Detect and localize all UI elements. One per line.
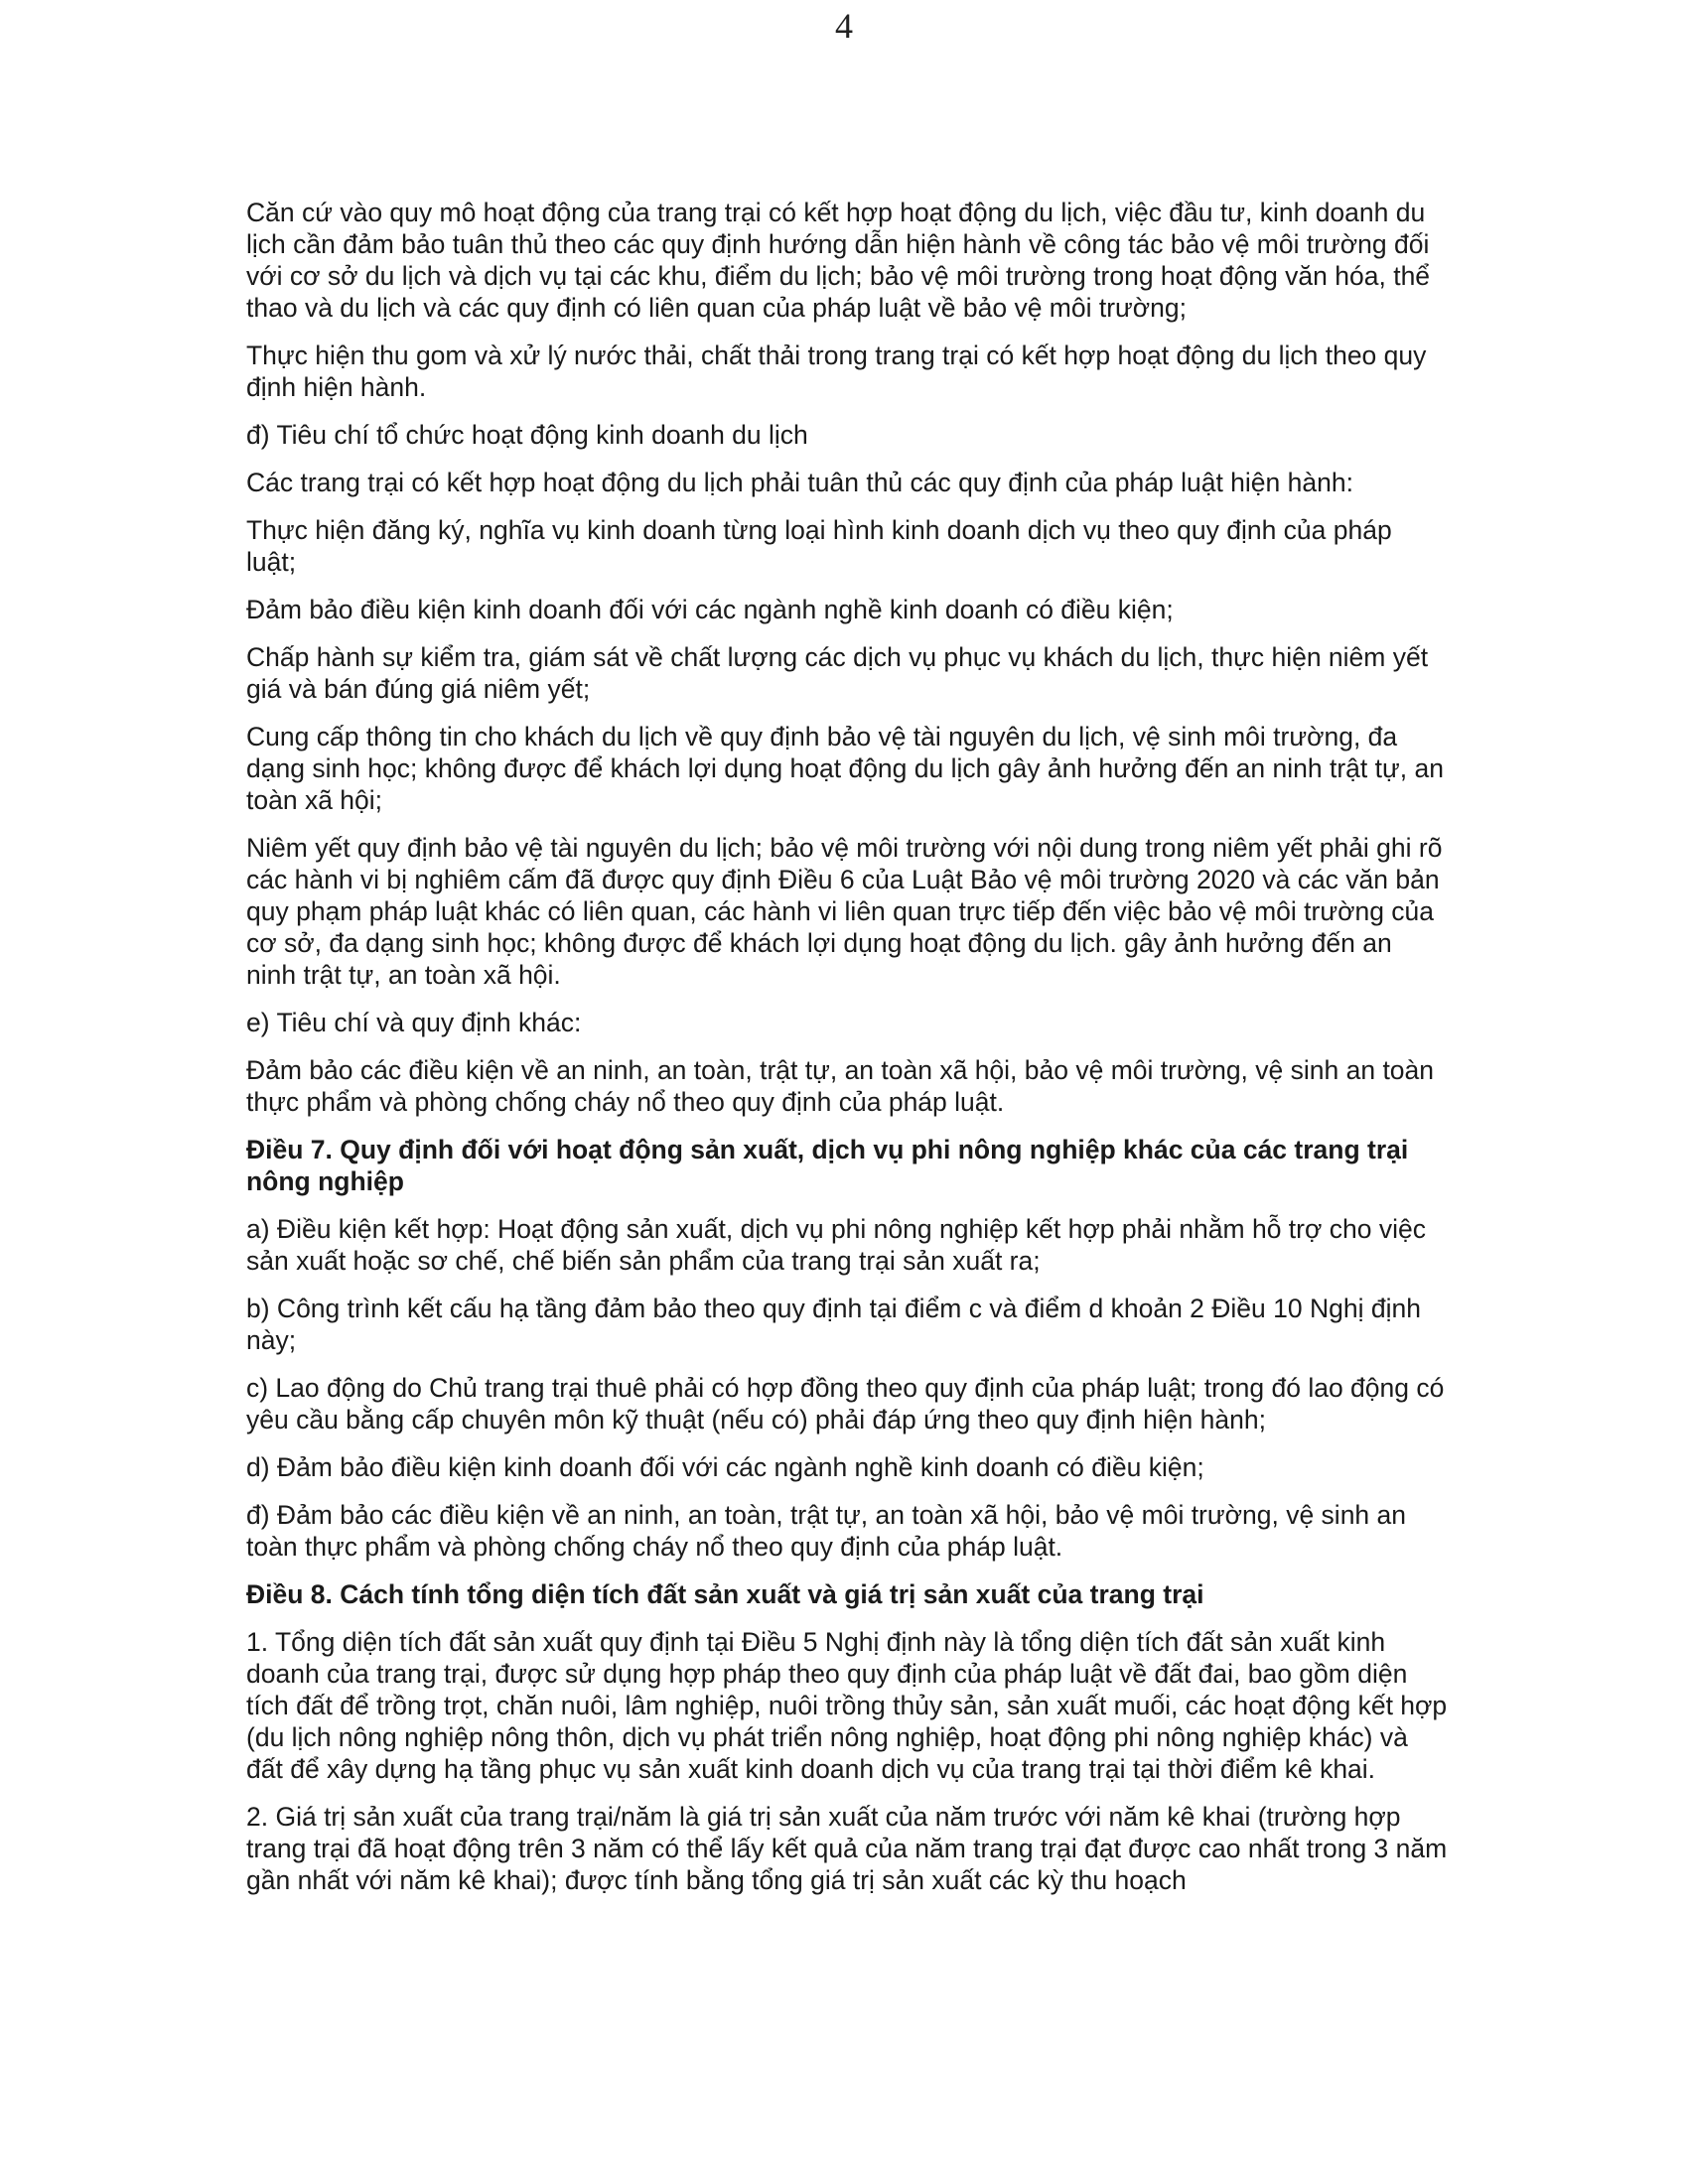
paragraph: Các trang trại có kết hợp hoạt động du lịch phải tuân thủ các quy định của pháp luật hiện hành: bbox=[246, 468, 1353, 497]
paragraph: 1. Tổng diện tích đất sản xuất quy định tại Điều 5 Nghị định này là tổng diện tích đất sản xuất kinh doanh của trang trại, được sử dụng hợp pháp theo quy định của pháp luật về đất đai, bao gồm diện tích đất để trồng trọt, chăn nuôi, lâm nghiệp, nuôi trồng thủy sản, sản xuất muối, các hoạt động kết hợp (du lịch nông nghiệp nông thôn, dịch vụ phát triển nông nghiệp, hoạt động phi nông nghiệp khác) và đất để xây dựng hạ tầng phục vụ sản xuất kinh doanh dịch vụ của trang trại tại thời điểm kê khai. bbox=[246, 1627, 1448, 1784]
paragraph: Căn cứ vào quy mô hoạt động của trang trại có kết hợp hoạt động du lịch, việc đầu tư, kinh doanh du lịch cần đảm bảo tuân thủ theo các quy định hướng dẫn hiện hành về công tác bảo vệ môi trường đối với cơ sở du lịch và dịch vụ tại các khu, điểm du lịch; bảo vệ môi trường trong hoạt động văn hóa, thể thao và du lịch và các quy định có liên quan của pháp luật về bảo vệ môi trường; bbox=[246, 198, 1431, 323]
paragraph: Cung cấp thông tin cho khách du lịch về quy định bảo vệ tài nguyên du lịch, vệ sinh môi trường, đa dạng sinh học; không được để khách lợi dụng hoạt động du lịch gây ảnh hưởng đến an ninh trật tự, an toàn xã hội; bbox=[246, 722, 1444, 815]
paragraph: c) Lao động do Chủ trang trại thuê phải có hợp đồng theo quy định của pháp luật; trong đó lao động có yêu cầu bằng cấp chuyên môn kỹ thuật (nếu có) phải đáp ứng theo quy định hiện hành; bbox=[246, 1373, 1445, 1434]
paragraph: Chấp hành sự kiểm tra, giám sát về chất lượng các dịch vụ phục vụ khách du lịch, thực hiện niêm yết giá và bán đúng giá niêm yết; bbox=[246, 642, 1429, 704]
document-body bbox=[246, 197, 1448, 1912]
paragraph: Niêm yết quy định bảo vệ tài nguyên du lịch; bảo vệ môi trường với nội dung trong niêm yết phải ghi rõ các hành vi bị nghiêm cấm đã được quy định Điều 6 của Luật Bảo vệ môi trường 2020 và các văn bản quy phạm pháp luật khác có liên quan, các hành vi liên quan trực tiếp đến việc bảo vệ môi trường của cơ sở, đa dạng sinh học; không được để khách lợi dụng hoạt động du lịch. gây ảnh hưởng đến an ninh trật tự, an toàn xã hội. bbox=[246, 833, 1443, 990]
paragraph: d) Đảm bảo điều kiện kinh doanh đối với các ngành nghề kinh doanh có điều kiện; bbox=[246, 1452, 1204, 1482]
paragraph: a) Điều kiện kết hợp: Hoạt động sản xuất, dịch vụ phi nông nghiệp kết hợp phải nhằm hỗ trợ cho việc sản xuất hoặc sơ chế, chế biến sản phẩm của trang trại sản xuất ra; bbox=[246, 1214, 1426, 1276]
paragraph: 2. Giá trị sản xuất của trang trại/năm là giá trị sản xuất của năm trước với năm kê khai (trường hợp trang trại đã hoạt động trên 3 năm có thể lấy kết quả của năm trang trại đạt được cao nhất trong 3 năm gần nhất với năm kê khai); được tính bằng tổng giá trị sản xuất các kỳ thu hoạch bbox=[246, 1802, 1448, 1895]
section-heading: Điều 8. Cách tính tổng diện tích đất sản xuất và giá trị sản xuất của trang trại bbox=[246, 1579, 1204, 1609]
paragraph: đ) Tiêu chí tổ chức hoạt động kinh doanh du lịch bbox=[246, 420, 808, 450]
paragraph: Thực hiện đăng ký, nghĩa vụ kinh doanh từng loại hình kinh doanh dịch vụ theo quy định của pháp luật; bbox=[246, 515, 1392, 577]
paragraph: đ) Đảm bảo các điều kiện về an ninh, an toàn, trật tự, an toàn xã hội, bảo vệ môi trường, vệ sinh an toàn thực phẩm và phòng chống cháy nổ theo quy định của pháp luật. bbox=[246, 1500, 1407, 1562]
paragraph: Đảm bảo các điều kiện về an ninh, an toàn, trật tự, an toàn xã hội, bảo vệ môi trường, vệ sinh an toàn thực phẩm và phòng chống cháy nổ theo quy định của pháp luật. bbox=[246, 1055, 1435, 1117]
paragraph: Thực hiện thu gom và xử lý nước thải, chất thải trong trang trại có kết hợp hoạt động du lịch theo quy định hiện hành. bbox=[246, 341, 1427, 402]
section-heading: Điều 7. Quy định đối với hoạt động sản xuất, dịch vụ phi nông nghiệp khác của các trang trại nông nghiệp bbox=[246, 1135, 1409, 1196]
paragraph: e) Tiêu chí và quy định khác: bbox=[246, 1008, 582, 1037]
paragraph: b) Công trình kết cấu hạ tầng đảm bảo theo quy định tại điểm c và điểm d khoản 2 Điều 10 Nghị định này; bbox=[246, 1294, 1421, 1355]
paragraph: Đảm bảo điều kiện kinh doanh đối với các ngành nghề kinh doanh có điều kiện; bbox=[246, 595, 1174, 624]
page-number: 4 bbox=[835, 6, 853, 46]
